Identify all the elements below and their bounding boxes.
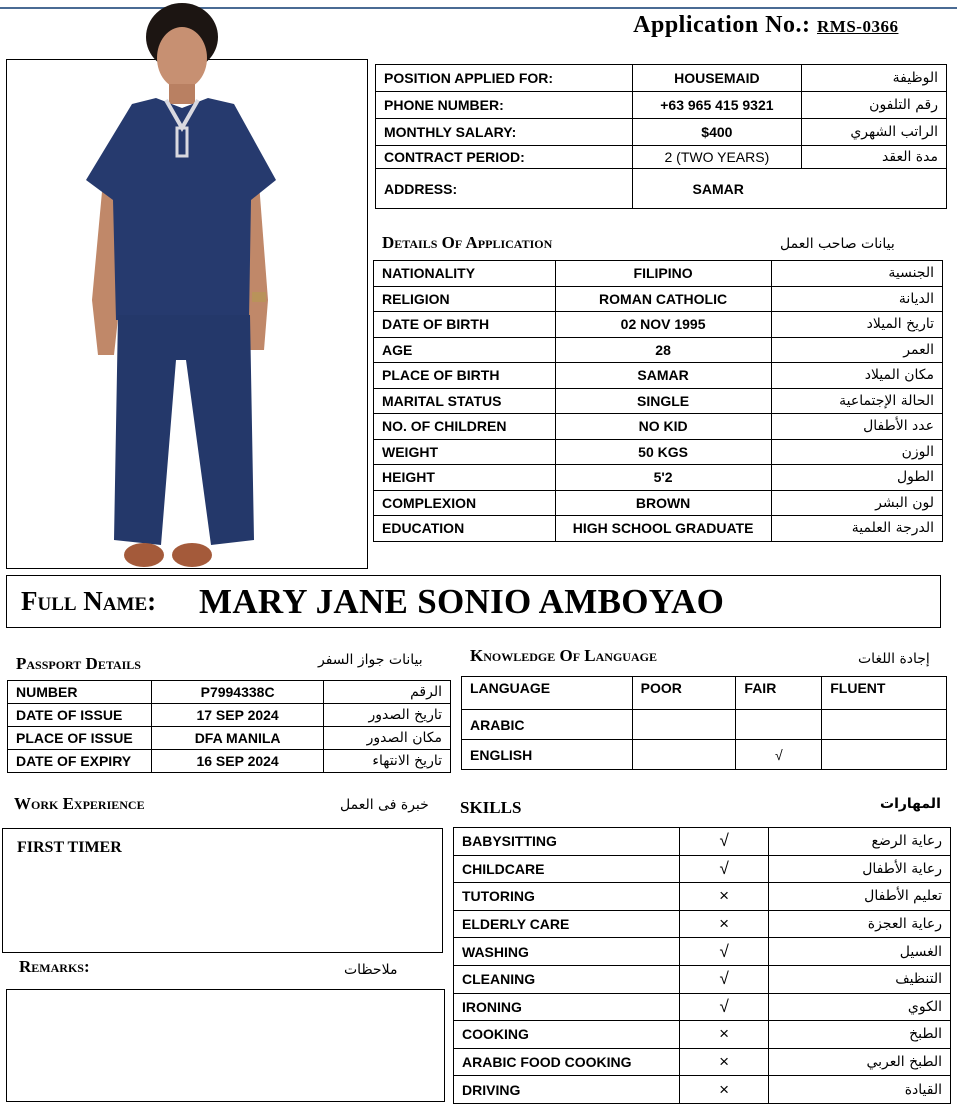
table-row bbox=[8, 704, 451, 727]
height-label-ar: الطول bbox=[771, 465, 943, 491]
passport-number-label: NUMBER bbox=[8, 681, 152, 704]
children-value: NO KID bbox=[555, 414, 771, 440]
expiry-date-value: 16 SEP 2024 bbox=[151, 750, 323, 773]
issue-place-label-ar: مكان الصدور bbox=[324, 727, 451, 750]
washing-mark: √ bbox=[679, 938, 769, 966]
position-label-ar: الوظيفة bbox=[802, 65, 947, 92]
english-fair: √ bbox=[736, 740, 822, 770]
poor-header: POOR bbox=[632, 677, 736, 710]
arabic-fair bbox=[736, 710, 822, 740]
table-row bbox=[454, 1021, 951, 1049]
language-table bbox=[461, 676, 947, 770]
religion-label-ar: الديانة bbox=[771, 286, 943, 312]
work-experience-title-ar: خبرة فى العمل bbox=[340, 797, 429, 813]
cooking-mark: × bbox=[679, 1021, 769, 1049]
contract-label-ar: مدة العقد bbox=[802, 146, 947, 169]
age-label-ar: العمر bbox=[771, 337, 943, 363]
issue-date-value: 17 SEP 2024 bbox=[151, 704, 323, 727]
height-label: HEIGHT bbox=[374, 465, 556, 491]
table-row bbox=[374, 286, 943, 312]
children-label-ar: عدد الأطفال bbox=[771, 414, 943, 440]
passport-number-label-ar: الرقم bbox=[324, 681, 451, 704]
table-row bbox=[462, 740, 947, 770]
elderly-care-mark: × bbox=[679, 910, 769, 938]
phone-label: PHONE NUMBER: bbox=[376, 92, 633, 119]
issue-place-value: DFA MANILA bbox=[151, 727, 323, 750]
table-row bbox=[454, 1076, 951, 1104]
remarks-box bbox=[6, 989, 445, 1102]
arabic-food-cooking-mark: × bbox=[679, 1048, 769, 1076]
religion-value: ROMAN CATHOLIC bbox=[555, 286, 771, 312]
table-row bbox=[454, 993, 951, 1021]
table-row bbox=[454, 965, 951, 993]
skill-arabic-food-cooking-ar: الطبخ العربي bbox=[769, 1048, 951, 1076]
weight-value: 50 KGS bbox=[555, 439, 771, 465]
skill-cleaning-ar: التنظيف bbox=[769, 965, 951, 993]
table-row bbox=[454, 938, 951, 966]
skill-tutoring-ar: تعليم الأطفال bbox=[769, 883, 951, 911]
details-title: Details Of Application bbox=[382, 233, 553, 252]
table-row bbox=[374, 388, 943, 414]
skill-driving-ar: القيادة bbox=[769, 1076, 951, 1104]
height-value: 5'2 bbox=[555, 465, 771, 491]
phone-value: +63 965 415 9321 bbox=[632, 92, 802, 119]
table-row bbox=[376, 92, 947, 119]
skill-ironing: IRONING bbox=[454, 993, 680, 1021]
address-value: SAMAR bbox=[632, 169, 946, 209]
work-experience-box bbox=[2, 828, 443, 953]
complexion-value: BROWN bbox=[555, 490, 771, 516]
age-label: AGE bbox=[374, 337, 556, 363]
skill-elderly-care-ar: رعاية العجزة bbox=[769, 910, 951, 938]
position-value: HOUSEMAID bbox=[632, 65, 802, 92]
table-row bbox=[454, 1048, 951, 1076]
skill-ironing-ar: الكوي bbox=[769, 993, 951, 1021]
table-row bbox=[374, 312, 943, 338]
table-row bbox=[376, 65, 947, 92]
arabic-poor bbox=[632, 710, 736, 740]
weight-label-ar: الوزن bbox=[771, 439, 943, 465]
details-title-ar: بيانات صاحب العمل bbox=[780, 236, 895, 252]
skill-babysitting-ar: رعاية الرضع bbox=[769, 828, 951, 856]
skill-tutoring: TUTORING bbox=[454, 883, 680, 911]
skills-table bbox=[453, 827, 951, 1104]
remarks-title-ar: ملاحظات bbox=[344, 962, 398, 978]
issue-date-label-ar: تاريخ الصدور bbox=[324, 704, 451, 727]
language-title: Knowledge Of Language bbox=[470, 646, 657, 665]
religion-label: RELIGION bbox=[374, 286, 556, 312]
nationality-label-ar: الجنسية bbox=[771, 261, 943, 287]
nationality-value: FILIPINO bbox=[555, 261, 771, 287]
dob-label-ar: تاريخ الميلاد bbox=[771, 312, 943, 338]
skill-cooking-ar: الطبخ bbox=[769, 1021, 951, 1049]
table-row bbox=[454, 855, 951, 883]
english-poor bbox=[632, 740, 736, 770]
babysitting-mark: √ bbox=[679, 828, 769, 856]
skill-cleaning: CLEANING bbox=[454, 965, 680, 993]
salary-label: MONTHLY SALARY: bbox=[376, 119, 633, 146]
language-english: ENGLISH bbox=[462, 740, 633, 770]
phone-label-ar: رقم التلفون bbox=[802, 92, 947, 119]
table-row bbox=[374, 516, 943, 542]
education-label: EDUCATION bbox=[374, 516, 556, 542]
remarks-title: Remarks: bbox=[19, 957, 90, 976]
table-row bbox=[376, 146, 947, 169]
childcare-mark: √ bbox=[679, 855, 769, 883]
arabic-fluent bbox=[822, 710, 947, 740]
table-row bbox=[376, 119, 947, 146]
applicant-photo bbox=[6, 0, 368, 575]
ironing-mark: √ bbox=[679, 993, 769, 1021]
work-experience-text: FIRST TIMER bbox=[17, 839, 122, 856]
full-name-value: MARY JANE SONIO AMBOYAO bbox=[199, 582, 725, 621]
position-label: POSITION APPLIED FOR: bbox=[376, 65, 633, 92]
table-row bbox=[374, 490, 943, 516]
table-row bbox=[454, 828, 951, 856]
tutoring-mark: × bbox=[679, 883, 769, 911]
marital-label-ar: الحالة الإجتماعية bbox=[771, 388, 943, 414]
issue-place-label: PLACE OF ISSUE bbox=[8, 727, 152, 750]
children-label: NO. OF CHILDREN bbox=[374, 414, 556, 440]
skill-cooking: COOKING bbox=[454, 1021, 680, 1049]
skills-title: SKILLS bbox=[460, 798, 522, 817]
details-table bbox=[373, 260, 943, 542]
application-number-value: RMS-0366 bbox=[817, 17, 899, 36]
skill-washing: WASHING bbox=[454, 938, 680, 966]
age-value: 28 bbox=[555, 337, 771, 363]
dob-label: DATE OF BIRTH bbox=[374, 312, 556, 338]
pob-label-ar: مكان الميلاد bbox=[771, 363, 943, 389]
contract-value: 2 (TWO YEARS) bbox=[632, 146, 802, 169]
table-row bbox=[376, 169, 947, 209]
salary-value: $400 bbox=[632, 119, 802, 146]
work-experience-title: Work Experience bbox=[14, 794, 145, 813]
skill-washing-ar: الغسيل bbox=[769, 938, 951, 966]
expiry-date-label: DATE OF EXPIRY bbox=[8, 750, 152, 773]
job-info-table bbox=[375, 64, 947, 209]
passport-title-ar: بيانات جواز السفر bbox=[318, 652, 423, 668]
table-row bbox=[454, 883, 951, 911]
language-header: LANGUAGE bbox=[462, 677, 633, 710]
marital-value: SINGLE bbox=[555, 388, 771, 414]
expiry-date-label-ar: تاريخ الانتهاء bbox=[324, 750, 451, 773]
language-title-ar: إجادة اللغات bbox=[858, 651, 930, 667]
driving-mark: × bbox=[679, 1076, 769, 1104]
table-row bbox=[8, 727, 451, 750]
fair-header: FAIR bbox=[736, 677, 822, 710]
full-name-label: Full Name: bbox=[21, 586, 157, 616]
application-number-label: Application No.: bbox=[633, 12, 811, 38]
full-name-box bbox=[6, 575, 941, 628]
pob-value: SAMAR bbox=[555, 363, 771, 389]
table-row bbox=[374, 465, 943, 491]
table-row bbox=[8, 750, 451, 773]
table-row bbox=[374, 261, 943, 287]
table-row bbox=[374, 337, 943, 363]
skill-driving: DRIVING bbox=[454, 1076, 680, 1104]
pob-label: PLACE OF BIRTH bbox=[374, 363, 556, 389]
skill-childcare-ar: رعاية الأطفال bbox=[769, 855, 951, 883]
table-row bbox=[462, 710, 947, 740]
nationality-label: NATIONALITY bbox=[374, 261, 556, 287]
dob-value: 02 NOV 1995 bbox=[555, 312, 771, 338]
cleaning-mark: √ bbox=[679, 965, 769, 993]
contract-label: CONTRACT PERIOD: bbox=[376, 146, 633, 169]
marital-label: MARITAL STATUS bbox=[374, 388, 556, 414]
table-row bbox=[374, 363, 943, 389]
weight-label: WEIGHT bbox=[374, 439, 556, 465]
skill-babysitting: BABYSITTING bbox=[454, 828, 680, 856]
table-row bbox=[8, 681, 451, 704]
complexion-label: COMPLEXION bbox=[374, 490, 556, 516]
skill-childcare: CHILDCARE bbox=[454, 855, 680, 883]
passport-number-value: P7994338C bbox=[151, 681, 323, 704]
passport-table bbox=[7, 680, 451, 773]
passport-title: Passport Details bbox=[16, 654, 141, 673]
education-label-ar: الدرجة العلمية bbox=[771, 516, 943, 542]
table-row bbox=[374, 439, 943, 465]
table-row bbox=[454, 910, 951, 938]
fluent-header: FLUENT bbox=[822, 677, 947, 710]
language-arabic: ARABIC bbox=[462, 710, 633, 740]
address-label: ADDRESS: bbox=[376, 169, 633, 209]
education-value: HIGH SCHOOL GRADUATE bbox=[555, 516, 771, 542]
salary-label-ar: الراتب الشهري bbox=[802, 119, 947, 146]
application-number-header bbox=[633, 12, 937, 39]
table-row bbox=[462, 677, 947, 710]
table-row bbox=[374, 414, 943, 440]
english-fluent bbox=[822, 740, 947, 770]
skill-arabic-food-cooking: ARABIC FOOD COOKING bbox=[454, 1048, 680, 1076]
skills-title-ar: المهارات bbox=[880, 796, 941, 812]
skill-elderly-care: ELDERLY CARE bbox=[454, 910, 680, 938]
complexion-label-ar: لون البشر bbox=[771, 490, 943, 516]
issue-date-label: DATE OF ISSUE bbox=[8, 704, 152, 727]
